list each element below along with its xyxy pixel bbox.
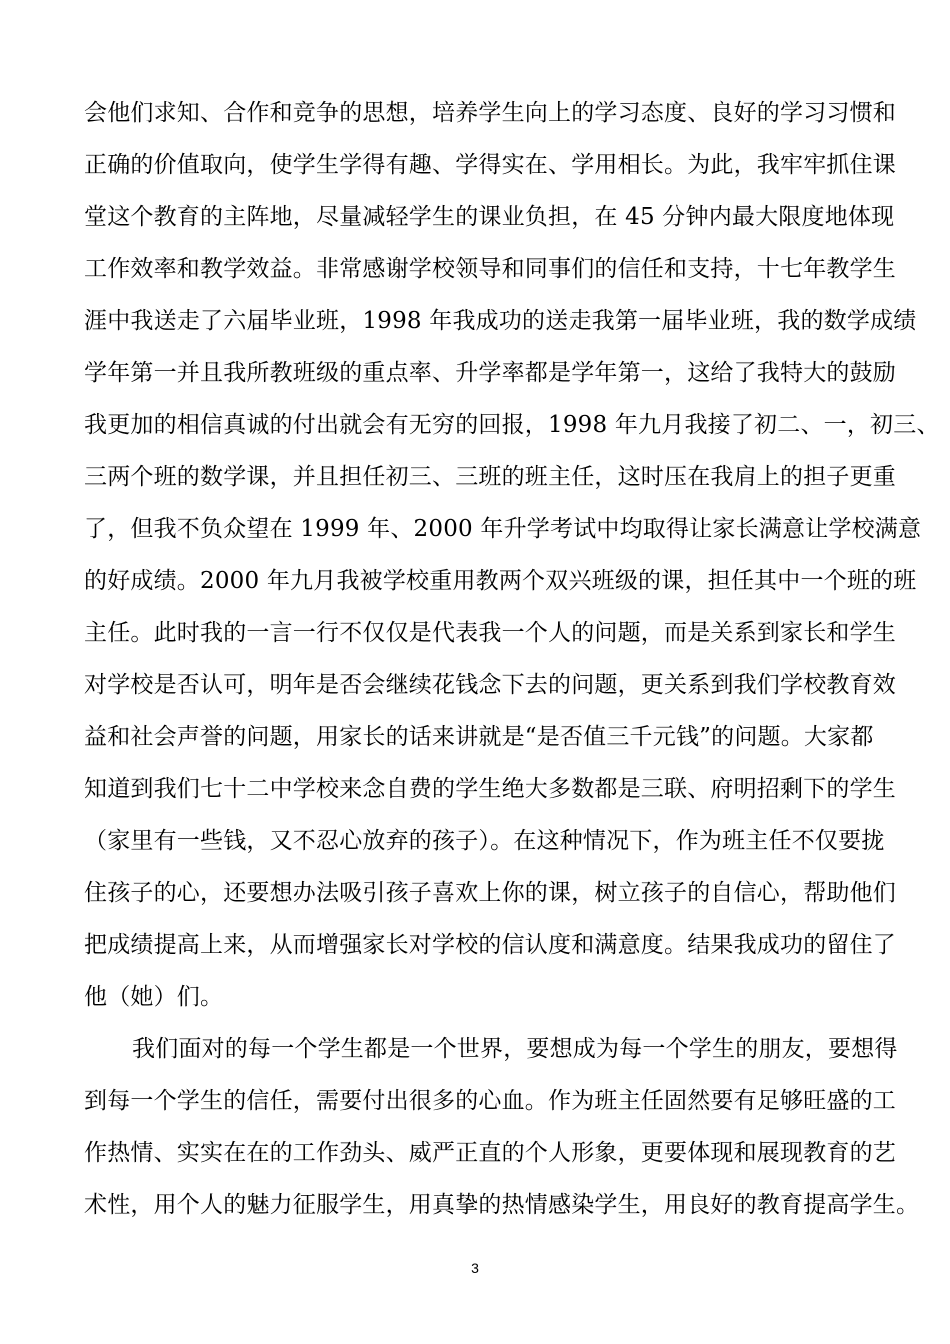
- text-line: 对学校是否认可，明年是否会继续花钱念下去的问题，更关系到我们学校教育效: [84, 672, 896, 698]
- page-number: 3: [471, 1260, 479, 1276]
- text-line: 正确的价值取向，使学生学得有趣、学得实在、学用相长。为此，我牢牢抓住课: [84, 152, 896, 178]
- text-line: 我们面对的每一个学生都是一个世界，要想成为每一个学生的朋友，要想得: [132, 1036, 898, 1062]
- text-line: 作热情、实实在在的工作劲头、威严正直的个人形象，更要体现和展现教育的艺: [84, 1140, 896, 1166]
- text-line: 会他们求知、合作和竞争的思想，培养学生向上的学习态度、良好的学习习惯和: [84, 100, 896, 126]
- text-line: 主任。此时我的一言一行不仅仅是代表我一个人的问题，而是关系到家长和学生: [84, 620, 896, 646]
- text-line: 堂这个教育的主阵地，尽量减轻学生的课业负担，在 45 分钟内最大限度地体现: [84, 204, 895, 230]
- text-line: 到每一个学生的信任，需要付出很多的心血。作为班主任固然要有足够旺盛的工: [84, 1088, 896, 1114]
- text-line: 他（她）们。: [84, 984, 224, 1010]
- text-line: 我更加的相信真诚的付出就会有无穷的回报，1998 年九月我接了初二、一，初三、: [84, 412, 940, 438]
- text-line: 的好成绩。2000 年九月我被学校重用教两个双兴班级的课，担任其中一个班的班: [84, 568, 917, 594]
- text-line: （家里有一些钱，又不忍心放弃的孩子）。在这种情况下，作为班主任不仅要拢: [84, 828, 885, 854]
- text-line: 学年第一并且我所教班级的重点率、升学率都是学年第一，这给了我特大的鼓励: [84, 360, 896, 386]
- text-line: 术性，用个人的魅力征服学生，用真挚的热情感染学生，用良好的教育提高学生。: [84, 1192, 920, 1218]
- text-line: 知道到我们七十二中学校来念自费的学生绝大多数都是三联、府明招剩下的学生: [84, 776, 896, 802]
- text-line: 益和社会声誉的问题，用家长的话来讲就是“是否值三千元钱”的问题。大家都: [84, 724, 874, 750]
- text-line: 住孩子的心，还要想办法吸引孩子喜欢上你的课，树立孩子的自信心，帮助他们: [84, 880, 896, 906]
- text-line: 工作效率和教学效益。非常感谢学校领导和同事们的信任和支持，十七年教学生: [84, 256, 896, 282]
- text-line: 把成绩提高上来，从而增强家长对学校的信认度和满意度。结果我成功的留住了: [84, 932, 896, 958]
- text-line: 了，但我不负众望在 1999 年、2000 年升学考试中均取得让家长满意让学校满意: [84, 516, 922, 542]
- text-line: 三两个班的数学课，并且担任初三、三班的班主任，这时压在我肩上的担子更重: [84, 464, 896, 490]
- text-line: 涯中我送走了六届毕业班，1998 年我成功的送走我第一届毕业班，我的数学成绩: [84, 308, 917, 334]
